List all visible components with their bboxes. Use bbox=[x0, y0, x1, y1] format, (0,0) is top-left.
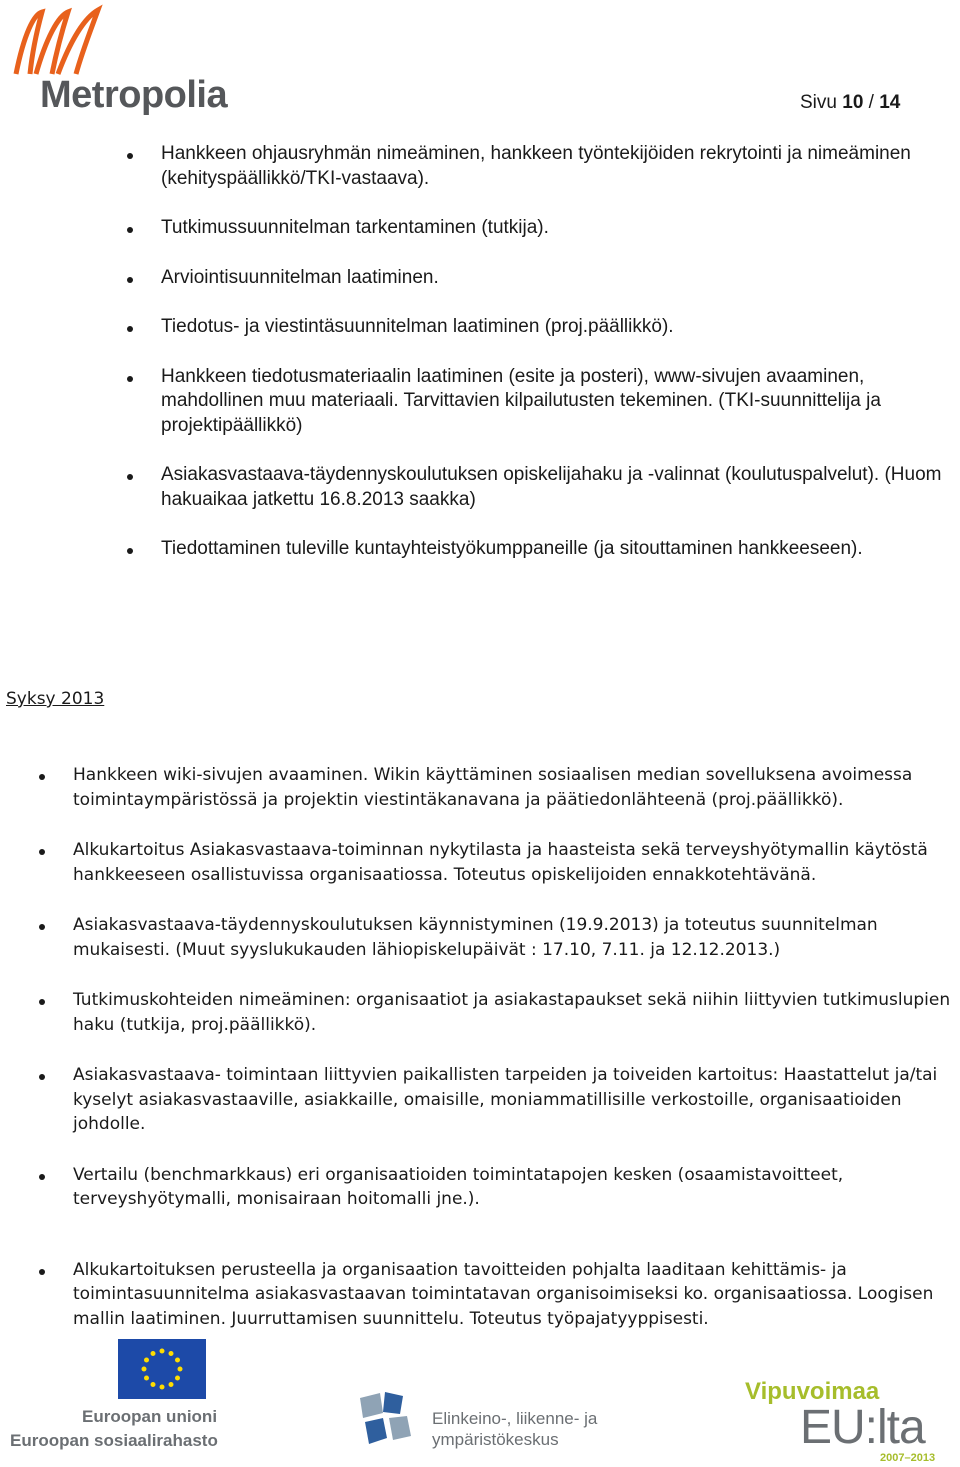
eu-logo-text bbox=[10, 1405, 218, 1453]
bullet-icon bbox=[39, 1074, 45, 1080]
bullet-icon bbox=[127, 227, 133, 233]
bullet-icon bbox=[127, 376, 133, 382]
bullet-icon bbox=[127, 326, 133, 332]
task-list-1 bbox=[161, 142, 960, 562]
page-number bbox=[800, 92, 900, 114]
list-item: Tutkimussuunnitelman tarkentaminen (tutkija). bbox=[161, 216, 960, 241]
list-item: Tiedottaminen tuleville kuntayhteistyökumppaneille (ja sitouttaminen hankkeeseen). bbox=[161, 537, 960, 562]
page-separator: / bbox=[868, 92, 874, 113]
task-list-2 bbox=[73, 763, 960, 1331]
list-item: Vertailu (benchmarkkaus) eri organisaatioiden toimintatapojen kesken (osaamistavoitteet, terveyshyötymalli, monisairaan hoitomalli jne.). bbox=[73, 1163, 960, 1212]
eu-line-1: Euroopan unioni bbox=[82, 1407, 218, 1426]
ely-line-1: Elinkeino-, liikenne- ja bbox=[432, 1409, 598, 1428]
list-item: Asiakasvastaava-täydennyskoulutuksen opiskelijahaku ja -valinnat (koulutuspalvelut). (Huom hakuaikaa jatkettu 16.8.2013 saakka) bbox=[161, 463, 960, 512]
bullet-icon bbox=[39, 1269, 45, 1275]
ely-logo-text bbox=[432, 1408, 597, 1450]
eu-period-text: 2007–2013 bbox=[880, 1452, 936, 1464]
eulta-logo-text: EU:lta bbox=[800, 1401, 925, 1454]
list-item: Arviointisuunnitelman laatiminen. bbox=[161, 266, 960, 291]
list-item: Hankkeen wiki-sivujen avaaminen. Wikin käyttäminen sosiaalisen median sovelluksena avoimessa toimintaympäristössä ja projektin viestintäkanavana ja päätiedonlähteenä (proj.päällikkö). bbox=[73, 763, 960, 812]
section-heading: Syksy 2013 bbox=[6, 689, 105, 709]
ely-line-2: ympäristökeskus bbox=[432, 1430, 559, 1449]
page-current: 10 bbox=[842, 92, 864, 113]
bullet-icon bbox=[39, 1174, 45, 1180]
list-item: Asiakasvastaava- toimintaan liittyvien paikallisten tarpeiden ja toiveiden kartoitus: Haastattelut ja/tai kyselyt asiakasvastaaville, asiakkaille, omaisille, moniammatillisille verkostoille, organisaatioiden johdolle. bbox=[73, 1063, 960, 1137]
bullet-icon bbox=[39, 774, 45, 780]
page-total: 14 bbox=[879, 92, 901, 113]
metropolia-swoosh-icon bbox=[6, 4, 126, 84]
ely-centre-logo-icon bbox=[355, 1388, 425, 1450]
eu-flag-icon bbox=[118, 1339, 206, 1399]
bullet-icon bbox=[127, 548, 133, 554]
eu-stars-icon bbox=[118, 1339, 206, 1399]
bullet-icon bbox=[39, 999, 45, 1005]
metropolia-wordmark: Metropolia bbox=[40, 74, 228, 116]
list-item: Alkukartoituksen perusteella ja organisaation tavoitteiden pohjalta laaditaan kehittämis- ja toimintasuunnitelma asiakasvastaavan toimintatavan organisoimiseksi ko. organisaatiossa. Loogisen mallin laatiminen. Juurruttamisen suunnittelu. Toteutus työpajatyyppisesti. bbox=[73, 1258, 960, 1332]
list-item: Hankkeen ohjausryhmän nimeäminen, hankkeen työntekijöiden rekrytointi ja nimeäminen (kehityspäällikkö/TKI-vastaava). bbox=[161, 142, 960, 191]
list-item: Asiakasvastaava-täydennyskoulutuksen käynnistyminen (19.9.2013) ja toteutus suunnitelman mukaisesti. (Muut syyslukukauden lähiopiskelupäivät : 17.10, 7.11. ja 12.12.2013.) bbox=[73, 913, 960, 962]
list-item: Tiedotus- ja viestintäsuunnitelman laatiminen (proj.päällikkö). bbox=[161, 315, 960, 340]
bullet-icon bbox=[127, 277, 133, 283]
page-prefix: Sivu bbox=[800, 92, 837, 113]
list-item: Tutkimuskohteiden nimeäminen: organisaatiot ja asiakastapaukset sekä niihin liittyvien tutkimuslupien haku (tutkija, proj.päällikkö). bbox=[73, 988, 960, 1037]
list-item: Alkukartoitus Asiakasvastaava-toiminnan nykytilasta ja haasteista sekä terveyshyötymallin käytöstä hankkeeseen osallistuvissa organisaatiossa. Toteutus opiskelijoiden ennakkotehtävänä. bbox=[73, 838, 960, 887]
eu-line-2: Euroopan sosiaalirahasto bbox=[10, 1431, 218, 1450]
list-item: Hankkeen tiedotusmateriaalin laatiminen (esite ja posteri), www-sivujen avaaminen, mahdollinen muu materiaali. Tarvittavien kilpailutusten tekeminen. (TKI-suunnittelija ja projektipäällikkö) bbox=[161, 365, 960, 439]
metropolia-logo bbox=[6, 4, 228, 116]
bullet-icon bbox=[127, 153, 133, 159]
bullet-icon bbox=[39, 924, 45, 930]
bullet-icon bbox=[39, 849, 45, 855]
vipuvoimaa-logo-text: Vipuvoimaa bbox=[745, 1378, 880, 1405]
bullet-icon bbox=[127, 474, 133, 480]
